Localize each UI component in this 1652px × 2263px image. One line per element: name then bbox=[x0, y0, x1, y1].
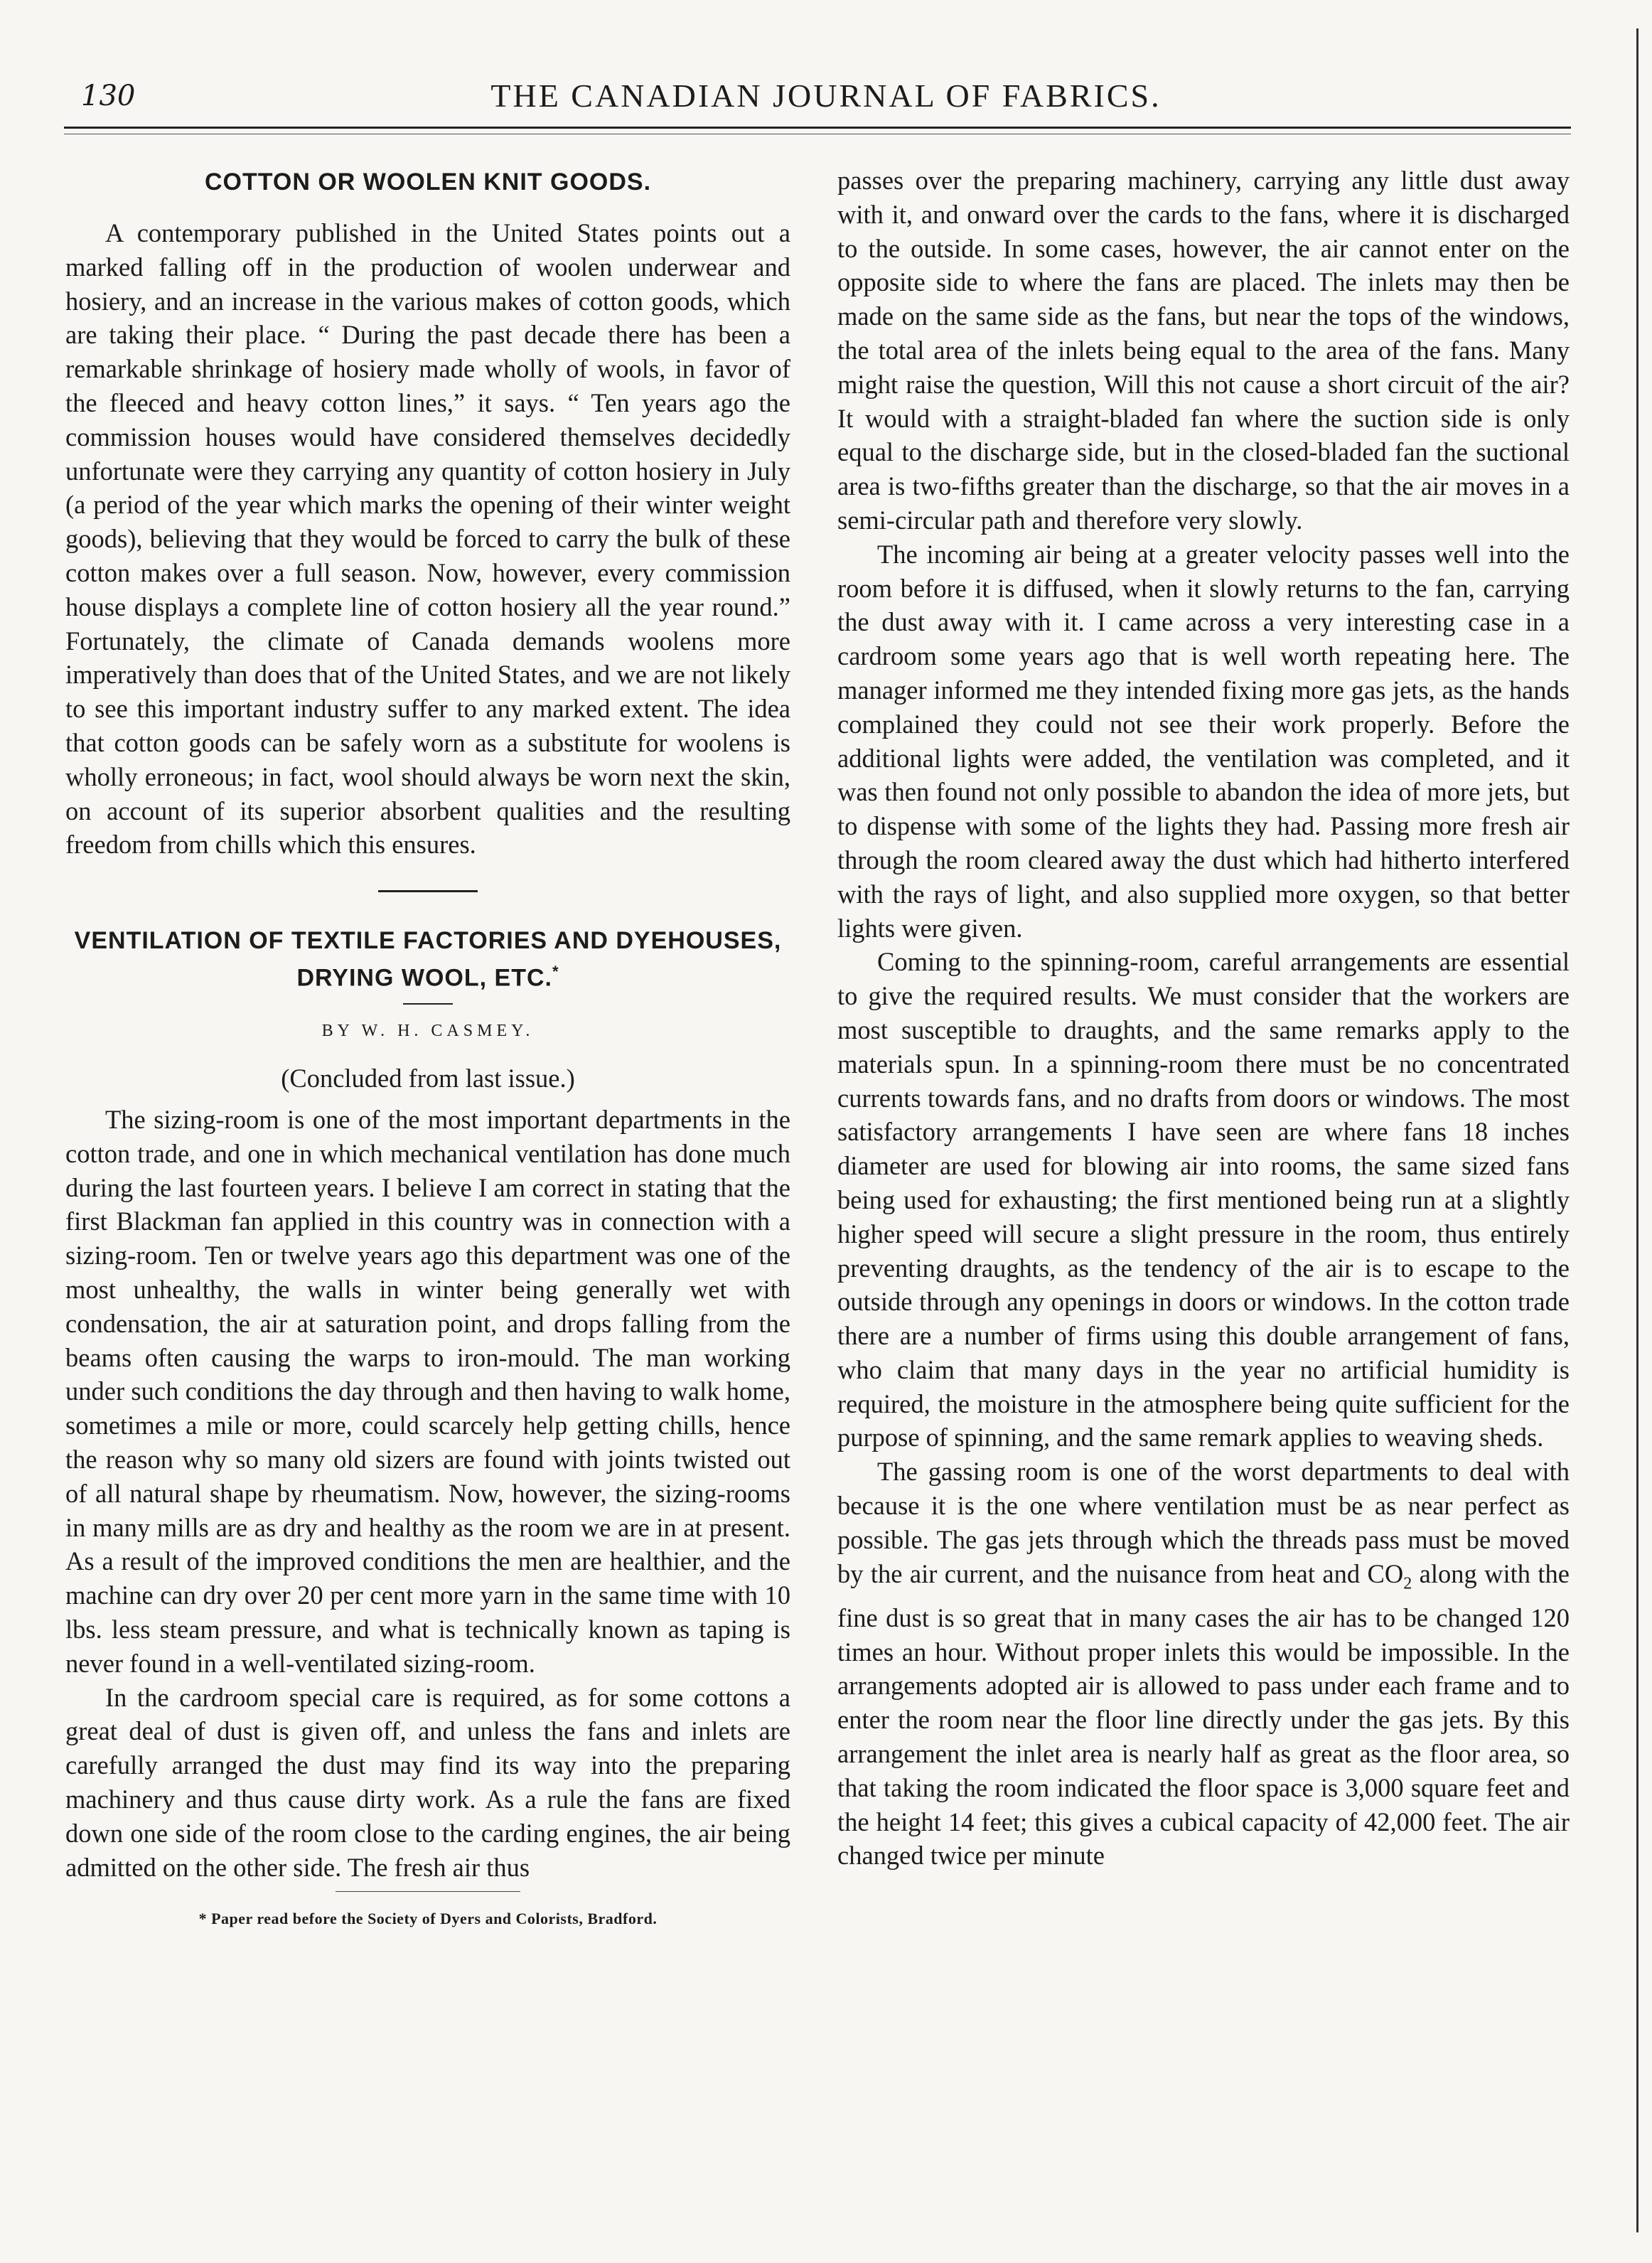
byline: BY W. H. CASMEY. bbox=[321, 1022, 535, 1041]
paragraph-incoming-air: The incoming air being at a greater velocity passes well into the room before it is diffused, when it slowly returns to the fan, carrying the dust away with it. I came across a very interesting case in a cardroom some years ago that is well worth repeating here. The manager informed me they intended fixing more gas jets, as the hands complained they could not see their work properly. Before the additional lights were added, the ventilation was completed, and it was then found not only possible to abandon the idea of more jets, but to dispense with some of the lights they had. Passing more fresh air through the room cleared away the dust which had hitherto interfered with the rays of light, and also supplied more oxygen, so that better lights were given. bbox=[837, 539, 1570, 943]
continuation-note: (Concluded from last issue.) bbox=[281, 1064, 575, 1093]
paragraph-sizing-room: The sizing-room is one of the most important departments in the cotton trade, and one in which mechanical ventilation has done much during the last fourteen years. I believe I am correct in stating that the first Blackman fan applied in this country was in connection with a sizing-room. Ten or twelve years ago this department was one of the most unhealthy, the walls in winter being generally wet with condensation, the air at saturation point, and drops falling from the beams often causing the warps to iron-mould. The man working under such conditions the day through and then having to walk home, sometimes a mile or more, could scarcely help getting chills, hence the reason why so many old sizers are found with joints twisted out of all natural shape by rheumatism. Now, however, the sizing-rooms in many mills are as dry and healthy as the room we are in at present. As a result of the improved conditions the men are healthier, and the machine can dry over 20 per cent more yarn in the same time with 10 lbs. less steam pressure, and what is technically known as taping is never found in a well-ventilated sizing-room. bbox=[65, 1105, 790, 1678]
paragraph-cardroom: In the cardroom special care is required, as for some cottons a great deal of dust is given off, and unless the fans and inlets are carefully arranged the dust may find its way into the preparing machinery and thus cause dirty work. As a rule the fans are fixed down one side of the room close to the carding engines, the air being admitted on the other side. The fresh air thus bbox=[65, 1682, 790, 1882]
left-column bbox=[65, 164, 790, 1936]
article1-title: COTTON OR WOOLEN KNIT GOODS. bbox=[204, 168, 652, 196]
paragraph-spinning-room: Coming to the spinning-room, careful arrangements are essential to give the required results. We must consider that the workers are most susceptible to draughts, and the same remarks apply to the materials spun. In a spinning-room there must be no concentrated currents towards fans, and no drafts from doors or windows. The most satisfactory arrangements I have seen are where fans 18 inches diameter are used for blowing air into rooms, the same sized fans being used for exhausting; the first mentioned being run at a slightly higher speed will secure a slight pressure in the room, thus entirely preventing draughts, as the tendency of the air is to escape to the outside through any openings in doors or windows. In the cotton trade there are a number of firms using this double arrangement of fans, who claim that many days in the year no artificial humidity is required, the moisture in the atmosphere being quite sufficient for the purpose of spinning, and the same remark applies to weaving sheds. bbox=[837, 947, 1570, 1453]
article2-title bbox=[65, 925, 790, 993]
article2-title-line2: DRYING WOOL, ETC. bbox=[296, 964, 552, 992]
page-header bbox=[0, 0, 1652, 142]
article-divider bbox=[378, 890, 478, 892]
co2-subscript: 2 bbox=[1403, 1573, 1412, 1593]
footnote: * Paper read before the Society of Dyers and Colorists, Bradford. bbox=[198, 1910, 658, 1928]
right-column bbox=[837, 164, 1570, 1873]
article1-body: A contemporary published in the United States points out a marked falling off in the production of woolen underwear and hosiery, and an increase in the various makes of cotton goods, which are taking their place. “ During the past decade there has been a remarkable shrinkage of hosiery made wholly of wools, in favor of the fleeced and heavy cotton lines,” it says. “ Ten years ago the commission houses would have considered themselves decidedly unfortunate were they carrying any quantity of cotton hosiery in July (a period of the year which marks the opening of their winter weight goods), believing that they would be forced to carry the bulk of these cotton makes over a full season. Now, however, every commission house displays a complete line of cotton hosiery all the year round.” Fortunately, the climate of Canada demands woolens more imperatively than does that of the United States, and we are not likely to see this important industry suffer to any marked extent. The idea that cotton goods can be safely worn as a substitute for woolens is wholly erroneous; in fact, wool should always be worn next the skin, on account of its superior absorbent qualities and the resulting freedom from chills which this ensures. bbox=[65, 218, 790, 860]
article2-title-line1: VENTILATION OF TEXTILE FACTORIES AND DYEHOUSES, bbox=[74, 927, 782, 955]
paragraph-gassing-room bbox=[837, 1455, 1570, 1873]
page-number: 130 bbox=[81, 80, 136, 112]
journal-title: THE CANADIAN JOURNAL OF FABRICS. bbox=[490, 77, 1162, 114]
paragraph-cardroom-continued: passes over the preparing machinery, carrying any little dust away with it, and onward over the cards to the fans, where it is discharged to the outside. In some cases, however, the air cannot enter on the opposite side to where the fans are placed. The inlets may then be made on the same side as the fans, but near the tops of the windows, the total area of the inlets being equal to the area of the fans. Many might raise the question, Will this not cause a short circuit of the air? It would with a straight-bladed fan where the suction side is only equal to the discharge side, but in the closed-bladed fan the suctional area is two-fifths greater than the discharge, so that the air moves in a semi-circular path and therefore very slowly. bbox=[837, 166, 1570, 535]
gassing-text-2: along with the fine dust is so great that in many cases the air has to be changed 120 times an hour. Without proper inlets this would be impossible. In the arrangements adopted air is allowed to pass under each frame and to enter the room near the floor line directly under the gas jets. By this arrangement the inlet area is nearly half as great as the floor area, so that taking the room indicated the floor space is 3,000 square feet and the height 14 feet; this gives a cubical capacity of 42,000 feet. The air changed twice per minute bbox=[837, 1558, 1570, 1871]
header-rule bbox=[64, 127, 1571, 129]
byline-divider bbox=[403, 1003, 453, 1005]
footnote-rule bbox=[336, 1891, 520, 1892]
footnote-marker: * bbox=[552, 963, 559, 981]
page-edge-line bbox=[1636, 28, 1638, 2232]
gassing-text-1: The gassing room is one of the worst departments to deal with because it is the one where ventilation must be as near perfect as possible. The gas jets through which the threads pass must be moved by the air current, and the nuisance from heat and CO bbox=[837, 1457, 1570, 1588]
